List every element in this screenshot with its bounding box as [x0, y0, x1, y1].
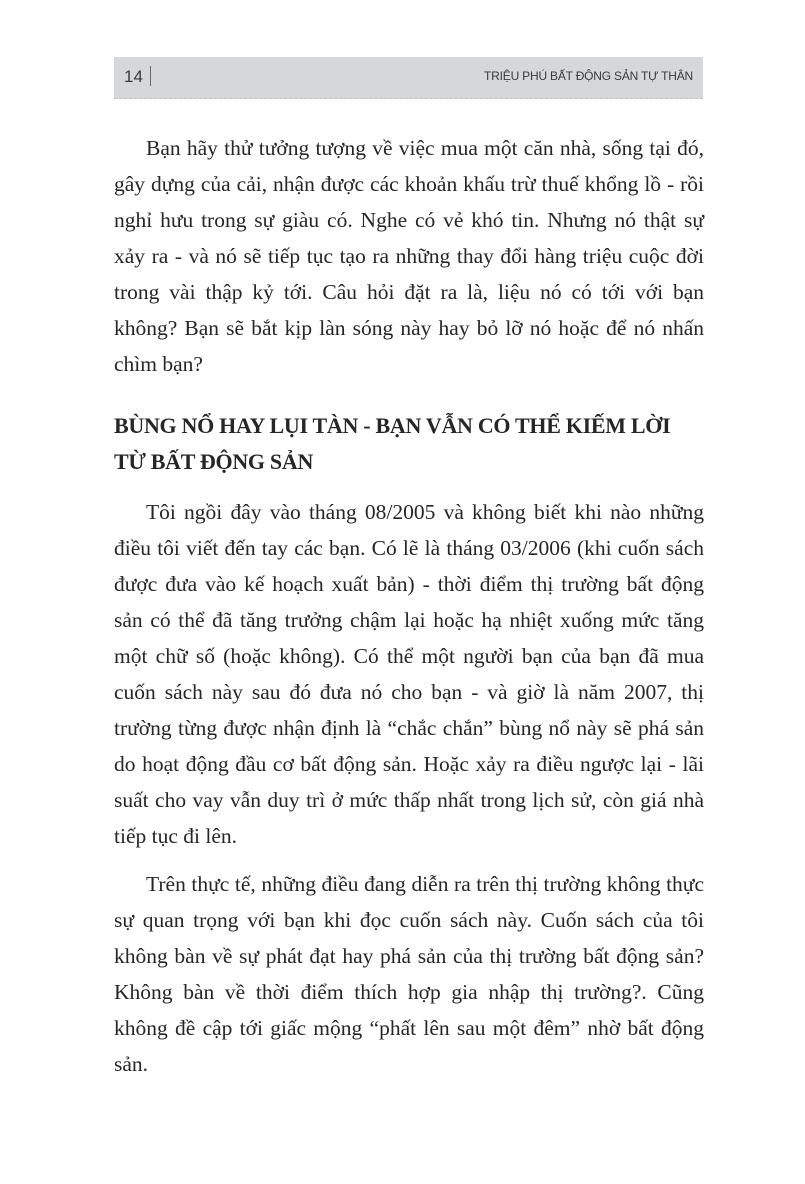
header-separator — [150, 66, 151, 86]
paragraph-block-1 — [114, 130, 704, 382]
paragraph-intro: Bạn hãy thử tưởng tượng về việc mua một căn nhà, sống tại đó, gây dựng của cải, nhận được các khoản khấu trừ thuế khổng lồ - rồi nghỉ hưu trong sự giàu có. Nghe có vẻ khó tin. Nhưng nó thật sự xảy ra - và nó sẽ tiếp tục tạo ra những thay đổi hàng triệu cuộc đời trong vài thập kỷ tới. Câu hỏi đặt ra là, liệu nó có tới với bạn không? Bạn sẽ bắt kịp làn sóng này hay bỏ lỡ nó hoặc để nó nhấn chìm bạn? — [114, 136, 704, 376]
paragraph-block-2 — [114, 494, 704, 854]
running-title: TRIỆU PHÚ BẤT ĐỘNG SẢN TỰ THÂN — [484, 69, 693, 83]
running-header — [114, 57, 703, 99]
paragraph-timing: Tôi ngồi đây vào tháng 08/2005 và không biết khi nào những điều tôi viết đến tay các bạn. Có lẽ là tháng 03/2006 (khi cuốn sách được đưa vào kế hoạch xuất bản) - thời điểm thị trường bất động sản có thể đã tăng trưởng chậm lại hoặc hạ nhiệt xuống mức tăng một chữ số (hoặc không). Có thể một người bạn của bạn đã mua cuốn sách này sau đó đưa nó cho bạn - và giờ là năm 2007, thị trường từng được nhận định là “chắc chắn” bùng nổ này sẽ phá sản do hoạt động đầu cơ bất động sản. Hoặc xảy ra điều ngược lại - lãi suất cho vay vẫn duy trì ở mức thấp nhất trong lịch sử, còn giá nhà tiếp tục đi lên. — [114, 500, 704, 848]
paragraph-market: Trên thực tế, những điều đang diễn ra trên thị trường không thực sự quan trọng với bạn khi đọc cuốn sách này. Cuốn sách của tôi không bàn về sự phát đạt hay phá sản của thị trường bất động sản? Không bàn về thời điểm thích hợp gia nhập thị trường?. Cũng không đề cập tới giấc mộng “phất lên sau một đêm” nhờ bất động sản. — [114, 872, 704, 1076]
paragraph-block-3 — [114, 866, 704, 1082]
page-number: 14 — [124, 67, 143, 86]
section-heading: BÙNG NỔ HAY LỤI TÀN - BẠN VẪN CÓ THỂ KIẾM LỜI TỪ BẤT ĐỘNG SẢN — [114, 413, 671, 474]
